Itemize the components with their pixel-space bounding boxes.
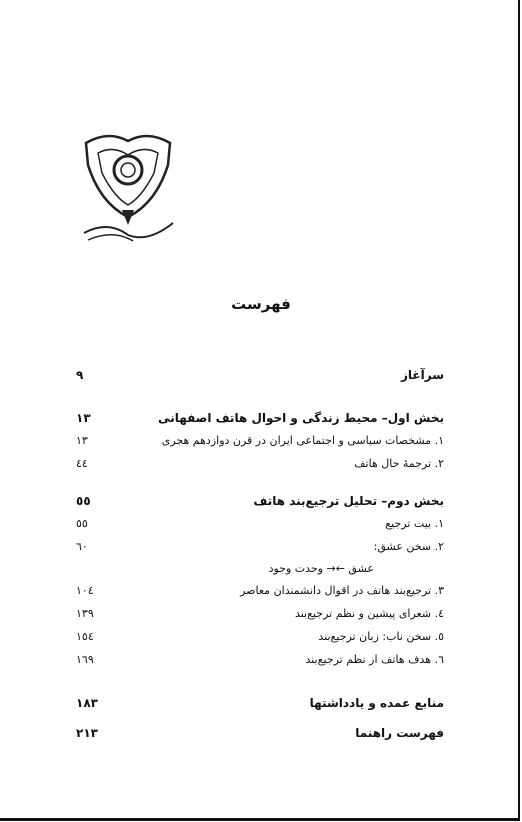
toc-entry bbox=[76, 696, 444, 716]
toc-entry-title: ۳. ترجیع‌بند هاتف در اقوال دانشمندان معاصر bbox=[240, 584, 444, 597]
toc-entry bbox=[76, 368, 444, 388]
toc-entry-title: عشق ←→ وحدت وجود bbox=[268, 562, 374, 575]
toc-entry-title: بخش اول– محیط زندگی و احوال هاتف اصفهانی bbox=[158, 411, 444, 425]
toc-entry bbox=[76, 411, 444, 431]
toc-entry-page: ٦٠ bbox=[76, 540, 88, 553]
toc-entry bbox=[76, 457, 444, 477]
toc-entry bbox=[76, 584, 444, 604]
toc-entry-title: ٤. شعرای پیشین و نظم ترجیع‌بند bbox=[294, 607, 444, 620]
toc-entry-page: ۱٦۹ bbox=[76, 653, 94, 666]
toc-entry-title: ۲. ترجمهٔ حال هاتف bbox=[354, 457, 444, 470]
toc-entry-title: ۲. سخن عشق: bbox=[373, 540, 444, 553]
toc-entry bbox=[76, 607, 444, 627]
toc-entry bbox=[76, 494, 444, 514]
toc-entry-page: ۹ bbox=[76, 368, 84, 382]
toc-entry bbox=[76, 434, 444, 454]
toc-entry-title: ۱. مشخصات سیاسی و اجتماعی ایران در قرن دوازدهم هجری bbox=[161, 434, 444, 447]
toc-entry-page: ۱٥٤ bbox=[76, 630, 94, 643]
toc-entry-page: ۱۸۳ bbox=[76, 696, 98, 710]
toc-entry-page: ٥٥ bbox=[76, 494, 91, 508]
toc-entry-title: سرآغاز bbox=[401, 368, 444, 382]
toc-entry-title: ٦. هدف هاتف از نظم ترجیع‌بند bbox=[305, 653, 444, 666]
toc-entry-title: منابع عمده و یادداشتها bbox=[309, 696, 444, 710]
toc-entry bbox=[76, 540, 444, 560]
toc-entry-page: ٥٥ bbox=[76, 517, 88, 530]
toc-entry bbox=[76, 517, 444, 537]
toc-entry-page: ۱۳۹ bbox=[76, 607, 94, 620]
toc-entry-page: ۱۳ bbox=[76, 411, 91, 425]
toc-entry-page: ۲۱۳ bbox=[76, 726, 98, 740]
toc-subentry bbox=[76, 562, 444, 582]
page-title: فهرست bbox=[231, 295, 291, 313]
toc-entry-title: ۱. بیت ترجیع bbox=[385, 517, 444, 530]
toc-entry-title: ٥. سخن ناب: زبان ترجیع‌بند bbox=[318, 630, 444, 643]
toc-entry-page: ۱۳ bbox=[76, 434, 88, 447]
toc-entry-title: فهرست راهنما bbox=[355, 726, 444, 740]
toc-entry-page: ٤٤ bbox=[76, 457, 88, 470]
toc-entry-title: بخش دوم– تحلیل ترجیع‌بند هاتف bbox=[253, 494, 444, 508]
toc-entry bbox=[76, 653, 444, 673]
publisher-emblem bbox=[78, 125, 178, 255]
toc-entry-page: ۱۰٤ bbox=[76, 584, 94, 597]
toc-entry bbox=[76, 630, 444, 650]
toc-entry bbox=[76, 726, 444, 746]
